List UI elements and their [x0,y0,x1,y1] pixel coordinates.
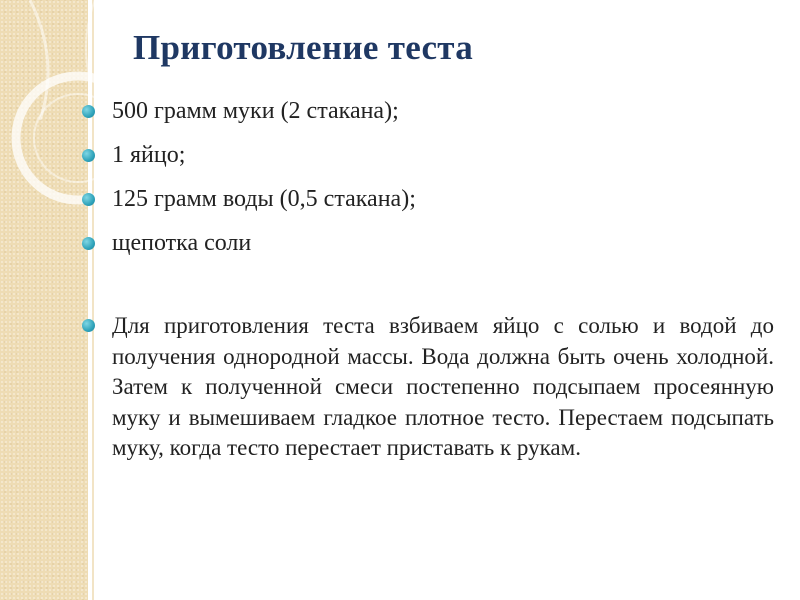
bullet-dot-icon [82,105,95,118]
bullet-dot-icon [82,319,95,332]
instructions-text: Для приготовления теста взбиваем яйцо с солью и водой до получения однородной массы. Вода должна быть очень холодной. Затем к полученной смеси постепенно подсыпаем просеянную муку и вымешиваем гладкое плотное тесто. Перестаем подсыпать муку, когда тесто перестает приставать к рукам. [112,313,774,460]
list-item [82,140,782,170]
ingredient-text: 500 грамм муки (2 стакана); [112,98,399,124]
list-item [82,96,782,126]
list-item [82,184,782,214]
ingredient-text: 1 яйцо; [112,142,186,168]
bullet-dot-icon [82,193,95,206]
bullet-dot-icon [82,237,95,250]
list-item [82,228,782,258]
ingredient-text: щепотка соли [112,230,252,256]
slide-title: Приготовление теста [133,28,474,67]
ingredient-text: 125 грамм воды (0,5 стакана); [112,186,416,212]
bullet-dot-icon [82,149,95,162]
ingredients-list [82,96,782,272]
instructions-paragraph [82,311,774,464]
